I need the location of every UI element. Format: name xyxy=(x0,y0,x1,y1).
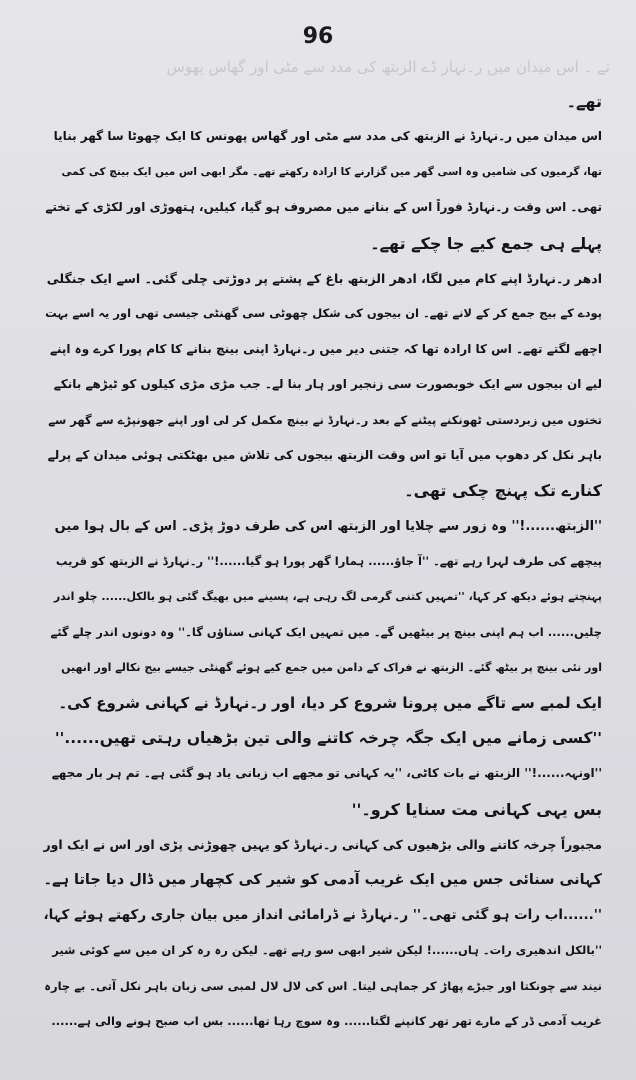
text-line: پہنچتے ہوئے دیکھ کر کہا، ''تمہیں کتنی گرمی لگ رہی ہے، پسینے میں بھیگ گئی ہو بالکل...... چلو اندر xyxy=(53,590,602,604)
text-line: اچھے لگتے تھے۔ اس کا ارادہ تھا کہ جتنی دیر میں ر۔نہارڈ اپنی بینچ بنانے کا کام پورا کرے وہ اپنے xyxy=(49,341,602,356)
text-line: ''الزبتھ......!'' وہ زور سے چلایا اور الزبتھ اس کی طرف دوڑ پڑی۔ اس کے بال ہوا میں xyxy=(54,518,602,534)
text-line: ''......اب رات ہو گئی تھی۔'' ر۔نہارڈ نے ڈرامائی انداز میں بیان جاری رکھتے ہوئے کہا، xyxy=(43,906,602,923)
page-number: 96 xyxy=(302,24,334,49)
text-line: باہر نکل کر دھوپ میں آیا تو اس وقت الزبتھ بیجوں کی تلاش میں بھٹکتی ہوئی میدان کے پرلے xyxy=(47,447,602,462)
text-line: اور نئی بینچ پر بیٹھ گئے۔ الزبتھ نے فراک کے دامن میں جمع کیے ہوئے گھنٹی جیسے بیج نکالے اور انھیں xyxy=(61,661,602,675)
text-line: ''بالکل اندھیری رات۔ ہاں......! لیکن شیر ابھی سو رہے تھے۔ لیکن رہ رہ کر ان میں سے کوئی شیر xyxy=(52,943,602,958)
text-line: بس یہی کہانی مت سنایا کرو۔'' xyxy=(351,799,602,819)
text-line: مجبوراً چرخہ کاتنے والی بڑھیوں کی کہانی ر۔نہارڈ کو یہیں چھوڑنی پڑی اور اس نے ایک اور xyxy=(43,837,602,853)
text-line: کہانی سنائی جس میں ایک غریب آدمی کو شیر کی کچھار میں ڈال دیا جاتا ہے۔ xyxy=(43,871,602,888)
text-line: پودے کے بیج جمع کر کے لانے تھے۔ ان بیجوں کی شکل چھوٹی سی گھنٹی جیسی تھی اور یہ اسے بہت xyxy=(45,306,602,321)
text-line: چلیں...... اب ہم اپنی بینچ پر بیٹھیں گے۔ میں تمہیں ایک کہانی سناؤں گا۔'' وہ دونوں اندر چلے گئے xyxy=(50,624,602,639)
text-line: تختوں میں زبردستی ٹھونکنے پیٹنے کے بعد ر۔نہارڈ نے بینچ مکمل کر لی اور اپنے جھونپڑے سے گھر سے xyxy=(48,412,602,427)
text-line: پیچھے کی طرف لہرا رہے تھے۔ ''آ جاؤ...... ہمارا گھر پورا ہو گیا......!'' ر۔نہارڈ نے الزبتھ کو قریب xyxy=(55,554,602,569)
text-line: تھی۔ اس وقت ر۔نہارڈ فوراً اس کے بنانے میں مصروف ہو گیا، کیلیں، ہتھوڑی اور لکڑی کے تختے xyxy=(45,200,602,215)
text-line: ایک لمبے سے تاگے میں پرونا شروع کر دیا، اور ر۔نہارڈ نے کہانی شروع کی۔ xyxy=(58,693,602,712)
text-line: لیے ان بیجوں سے ایک خوبصورت سی زنجیر اور ہار بنا لے۔ جب مڑی مڑی کیلوں کو ٹیڑھے بانکے xyxy=(53,377,602,392)
text-line: ادھر ر۔نہارڈ اپنے کام میں لگا، ادھر الزبتھ باغ کے پشتے پر دوڑتی چلی گئی۔ اسے ایک جنگلی xyxy=(46,270,602,286)
page-body-text xyxy=(42,84,602,1040)
text-line: ''کسی زمانے میں ایک جگہ چرخہ کاتنے والی تین بڑھیاں رہتی تھیں......'' xyxy=(54,729,602,748)
text-line: ''اونہہ......!'' الزبتھ نے بات کاٹی، ''یہ کہانی تو مجھے اب زبانی یاد ہو گئی ہے۔ تم ہر بار مجھے xyxy=(51,766,602,781)
bleed-through-text: تے ۔ اس میدان میں ر۔نہار ڈے الزبتھ کی مدد سے مٹی اور گھاس پھوس xyxy=(166,58,610,76)
text-line: تھا، گرمیوں کی شامیں وہ اسی گھر میں گزارنے کا ارادہ رکھتے تھے۔ مگر ابھی اس میں ایک بینچ کی کمی xyxy=(61,165,602,178)
text-line: پہلے ہی جمع کیے جا چکے تھے۔ xyxy=(370,233,602,253)
text-line: کنارے تک پہنچ چکی تھی۔ xyxy=(404,481,602,501)
text-line: نیند سے چونکتا اور جبڑے پھاڑ کر جماہی لیتا۔ اس کی لال لال لمبی سی زبان باہر نکل آتی۔ بے چارہ xyxy=(44,978,602,993)
text-line: تھے۔ xyxy=(566,92,602,111)
text-line: غریب آدمی ڈر کے مارے تھر تھر کانپنے لگتا...... وہ سوچ رہا تھا...... بس اب صبح ہونے والی ہے...... xyxy=(51,1014,602,1029)
text-line: اس میدان میں ر۔نہارڈ نے الزبتھ کی مدد سے مٹی اور گھاس پھونس کا ایک چھوٹا سا گھر بنایا xyxy=(53,129,602,144)
